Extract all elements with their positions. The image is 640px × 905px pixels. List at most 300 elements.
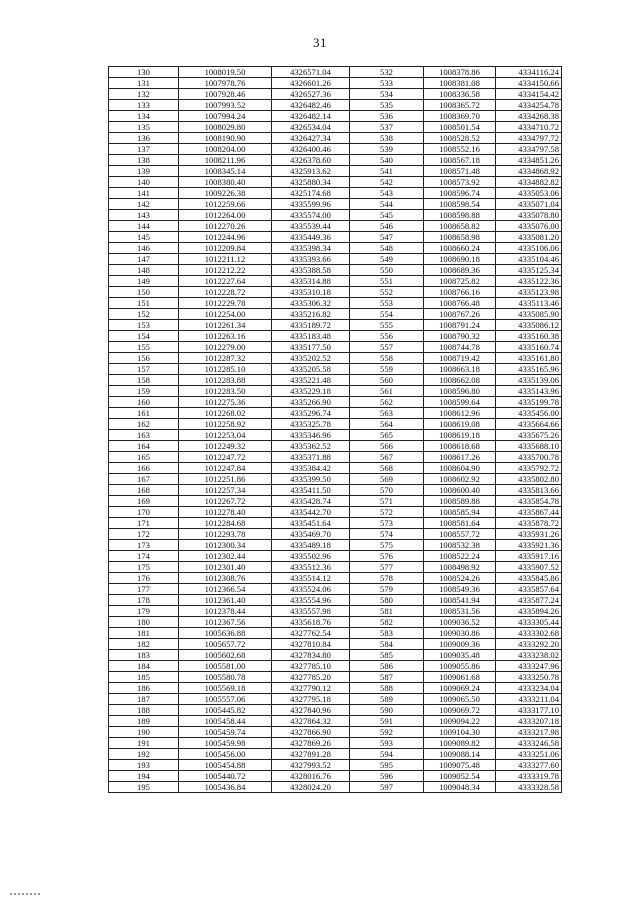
y-coordinate-cell: 4327866.90 (272, 727, 350, 738)
y-coordinate-cell: 4333251.06 (496, 749, 562, 760)
x-coordinate-cell: 1005440.72 (179, 771, 272, 782)
x-coordinate-cell: 1012229.78 (179, 298, 272, 309)
point-id-cell: 546 (350, 221, 424, 232)
x-coordinate-cell: 1008690.18 (424, 254, 496, 265)
y-coordinate-cell: 4335221.48 (272, 375, 350, 386)
point-id-cell: 165 (109, 452, 179, 463)
table-row (109, 122, 562, 133)
table-row (109, 617, 562, 628)
point-id-cell: 192 (109, 749, 179, 760)
point-id-cell: 135 (109, 122, 179, 133)
x-coordinate-cell: 1007993.52 (179, 100, 272, 111)
point-id-cell: 148 (109, 265, 179, 276)
x-coordinate-cell: 1009036.52 (424, 617, 496, 628)
table-row (109, 551, 562, 562)
x-coordinate-cell: 1012261.34 (179, 320, 272, 331)
table-row (109, 353, 562, 364)
x-coordinate-cell: 1008618.68 (424, 441, 496, 452)
x-coordinate-cell: 1012253.04 (179, 430, 272, 441)
point-id-cell: 153 (109, 320, 179, 331)
x-coordinate-cell: 1008531.56 (424, 606, 496, 617)
y-coordinate-cell: 4335161.80 (496, 353, 562, 364)
x-coordinate-cell: 1012211.12 (179, 254, 272, 265)
point-id-cell: 174 (109, 551, 179, 562)
point-id-cell: 552 (350, 287, 424, 298)
y-coordinate-cell: 4335165.96 (496, 364, 562, 375)
x-coordinate-cell: 1012244.96 (179, 232, 272, 243)
point-id-cell: 554 (350, 309, 424, 320)
x-coordinate-cell: 1008345.14 (179, 166, 272, 177)
x-coordinate-cell: 1012251.86 (179, 474, 272, 485)
x-coordinate-cell: 1005454.88 (179, 760, 272, 771)
x-coordinate-cell: 1005581.00 (179, 661, 272, 672)
point-id-cell: 536 (350, 111, 424, 122)
x-coordinate-cell: 1012285.10 (179, 364, 272, 375)
x-coordinate-cell: 1008663.18 (424, 364, 496, 375)
table-row (109, 562, 562, 573)
x-coordinate-cell: 1008744.78 (424, 342, 496, 353)
point-id-cell: 594 (350, 749, 424, 760)
point-id-cell: 142 (109, 199, 179, 210)
y-coordinate-cell: 4335122.36 (496, 276, 562, 287)
point-id-cell: 573 (350, 518, 424, 529)
table-row (109, 298, 562, 309)
point-id-cell: 560 (350, 375, 424, 386)
x-coordinate-cell: 1012267.72 (179, 496, 272, 507)
point-id-cell: 571 (350, 496, 424, 507)
y-coordinate-cell: 4335539.44 (272, 221, 350, 232)
x-coordinate-cell: 1012247.84 (179, 463, 272, 474)
point-id-cell: 157 (109, 364, 179, 375)
y-coordinate-cell: 4335325.78 (272, 419, 350, 430)
x-coordinate-cell: 1012283.88 (179, 375, 272, 386)
point-id-cell: 136 (109, 133, 179, 144)
x-coordinate-cell: 1008378.86 (424, 67, 496, 78)
table-row (109, 331, 562, 342)
y-coordinate-cell: 4333234.04 (496, 683, 562, 694)
point-id-cell: 195 (109, 782, 179, 793)
y-coordinate-cell: 4327785.20 (272, 672, 350, 683)
x-coordinate-cell: 1008662.08 (424, 375, 496, 386)
x-coordinate-cell: 1005456.00 (179, 749, 272, 760)
y-coordinate-cell: 4334150.66 (496, 78, 562, 89)
y-coordinate-cell: 4335371.88 (272, 452, 350, 463)
x-coordinate-cell: 1009088.14 (424, 749, 496, 760)
table-row (109, 100, 562, 111)
y-coordinate-cell: 4327891.28 (272, 749, 350, 760)
point-id-cell: 572 (350, 507, 424, 518)
point-id-cell: 172 (109, 529, 179, 540)
y-coordinate-cell: 4327810.84 (272, 639, 350, 650)
x-coordinate-cell: 1008617.26 (424, 452, 496, 463)
y-coordinate-cell: 4335071.04 (496, 199, 562, 210)
x-coordinate-cell: 1007994.24 (179, 111, 272, 122)
y-coordinate-cell: 4327790.12 (272, 683, 350, 694)
point-id-cell: 586 (350, 661, 424, 672)
x-coordinate-cell: 1009055.86 (424, 661, 496, 672)
y-coordinate-cell: 4333247.96 (496, 661, 562, 672)
point-id-cell: 167 (109, 474, 179, 485)
y-coordinate-cell: 4335554.96 (272, 595, 350, 606)
y-coordinate-cell: 4335053.06 (496, 188, 562, 199)
x-coordinate-cell: 1008204.00 (179, 144, 272, 155)
y-coordinate-cell: 4335557.98 (272, 606, 350, 617)
point-id-cell: 593 (350, 738, 424, 749)
point-id-cell: 154 (109, 331, 179, 342)
table-row (109, 386, 562, 397)
y-coordinate-cell: 4335125.34 (496, 265, 562, 276)
table-row (109, 573, 562, 584)
y-coordinate-cell: 4335574.00 (272, 210, 350, 221)
x-coordinate-cell: 1008336.58 (424, 89, 496, 100)
table-row (109, 749, 562, 760)
point-id-cell: 579 (350, 584, 424, 595)
point-id-cell: 548 (350, 243, 424, 254)
point-id-cell: 533 (350, 78, 424, 89)
x-coordinate-cell: 1009061.68 (424, 672, 496, 683)
x-coordinate-cell: 1012263.16 (179, 331, 272, 342)
y-coordinate-cell: 4334154.42 (496, 89, 562, 100)
point-id-cell: 532 (350, 67, 424, 78)
x-coordinate-cell: 1012278.40 (179, 507, 272, 518)
page-number: 31 (313, 35, 327, 50)
x-coordinate-cell: 1012228.72 (179, 287, 272, 298)
point-id-cell: 558 (350, 353, 424, 364)
y-coordinate-cell: 4335878.72 (496, 518, 562, 529)
table-row (109, 166, 562, 177)
x-coordinate-cell: 1012361.40 (179, 595, 272, 606)
x-coordinate-cell: 1008498.92 (424, 562, 496, 573)
point-id-cell: 585 (350, 650, 424, 661)
x-coordinate-cell: 1008612.96 (424, 408, 496, 419)
point-id-cell: 176 (109, 573, 179, 584)
x-coordinate-cell: 1008725.82 (424, 276, 496, 287)
point-id-cell: 149 (109, 276, 179, 287)
point-id-cell: 160 (109, 397, 179, 408)
table-row (109, 628, 562, 639)
point-id-cell: 171 (109, 518, 179, 529)
x-coordinate-cell: 1009226.38 (179, 188, 272, 199)
y-coordinate-cell: 4326534.04 (272, 122, 350, 133)
coordinate-table (108, 66, 562, 793)
y-coordinate-cell: 4335442.70 (272, 507, 350, 518)
x-coordinate-cell: 1008604.90 (424, 463, 496, 474)
point-id-cell: 535 (350, 100, 424, 111)
point-id-cell: 587 (350, 672, 424, 683)
point-id-cell: 589 (350, 694, 424, 705)
point-id-cell: 173 (109, 540, 179, 551)
point-id-cell: 534 (350, 89, 424, 100)
y-coordinate-cell: 4326482.14 (272, 111, 350, 122)
point-id-cell: 143 (109, 210, 179, 221)
point-id-cell: 597 (350, 782, 424, 793)
table-row (109, 694, 562, 705)
y-coordinate-cell: 4326527.36 (272, 89, 350, 100)
x-coordinate-cell: 1005458.44 (179, 716, 272, 727)
y-coordinate-cell: 4333207.18 (496, 716, 562, 727)
table-row (109, 89, 562, 100)
point-id-cell: 557 (350, 342, 424, 353)
point-id-cell: 134 (109, 111, 179, 122)
x-coordinate-cell: 1012284.68 (179, 518, 272, 529)
y-coordinate-cell: 4334882.82 (496, 177, 562, 188)
x-coordinate-cell: 1008211.96 (179, 155, 272, 166)
y-coordinate-cell: 4335664.66 (496, 419, 562, 430)
table-row (109, 595, 562, 606)
y-coordinate-cell: 4325174.68 (272, 188, 350, 199)
y-coordinate-cell: 4335675.26 (496, 430, 562, 441)
table-row (109, 738, 562, 749)
point-id-cell: 137 (109, 144, 179, 155)
x-coordinate-cell: 1008381.08 (424, 78, 496, 89)
x-coordinate-cell: 1012308.76 (179, 573, 272, 584)
table-row (109, 221, 562, 232)
table-row (109, 133, 562, 144)
table-row (109, 265, 562, 276)
point-id-cell: 131 (109, 78, 179, 89)
x-coordinate-cell: 1012212.22 (179, 265, 272, 276)
point-id-cell: 151 (109, 298, 179, 309)
y-coordinate-cell: 4334116.24 (496, 67, 562, 78)
x-coordinate-cell: 1008660.24 (424, 243, 496, 254)
point-id-cell: 545 (350, 210, 424, 221)
x-coordinate-cell: 1012275.36 (179, 397, 272, 408)
y-coordinate-cell: 4327834.80 (272, 650, 350, 661)
table-row (109, 111, 562, 122)
point-id-cell: 555 (350, 320, 424, 331)
table-row (109, 144, 562, 155)
table-row (109, 78, 562, 89)
y-coordinate-cell: 4335229.18 (272, 386, 350, 397)
y-coordinate-cell: 4335160.38 (496, 331, 562, 342)
point-id-cell: 177 (109, 584, 179, 595)
y-coordinate-cell: 4327840.96 (272, 705, 350, 716)
y-coordinate-cell: 4335199.78 (496, 397, 562, 408)
y-coordinate-cell: 4335076.00 (496, 221, 562, 232)
y-coordinate-cell: 4327785.10 (272, 661, 350, 672)
y-coordinate-cell: 4333250.78 (496, 672, 562, 683)
x-coordinate-cell: 1009075.48 (424, 760, 496, 771)
point-id-cell: 549 (350, 254, 424, 265)
point-id-cell: 592 (350, 727, 424, 738)
y-coordinate-cell: 4335877.24 (496, 595, 562, 606)
point-id-cell: 574 (350, 529, 424, 540)
point-id-cell: 155 (109, 342, 179, 353)
point-id-cell: 539 (350, 144, 424, 155)
x-coordinate-cell: 1009052.54 (424, 771, 496, 782)
table-row (109, 67, 562, 78)
point-id-cell: 563 (350, 408, 424, 419)
point-id-cell: 183 (109, 650, 179, 661)
y-coordinate-cell: 4335106.06 (496, 243, 562, 254)
y-coordinate-cell: 4335393.66 (272, 254, 350, 265)
y-coordinate-cell: 4333246.58 (496, 738, 562, 749)
point-id-cell: 547 (350, 232, 424, 243)
point-id-cell: 170 (109, 507, 179, 518)
point-id-cell: 541 (350, 166, 424, 177)
table-row (109, 254, 562, 265)
y-coordinate-cell: 4335296.74 (272, 408, 350, 419)
y-coordinate-cell: 4335086.12 (496, 320, 562, 331)
x-coordinate-cell: 1005459.98 (179, 738, 272, 749)
point-id-cell: 184 (109, 661, 179, 672)
x-coordinate-cell: 1008602.92 (424, 474, 496, 485)
x-coordinate-cell: 1005602.68 (179, 650, 272, 661)
point-id-cell: 139 (109, 166, 179, 177)
y-coordinate-cell: 4335104.46 (496, 254, 562, 265)
table-row (109, 705, 562, 716)
point-id-cell: 158 (109, 375, 179, 386)
x-coordinate-cell: 1008501.54 (424, 122, 496, 133)
x-coordinate-cell: 1005580.78 (179, 672, 272, 683)
y-coordinate-cell: 4335139.06 (496, 375, 562, 386)
y-coordinate-cell: 4335183.48 (272, 331, 350, 342)
y-coordinate-cell: 4335854.78 (496, 496, 562, 507)
point-id-cell: 562 (350, 397, 424, 408)
point-id-cell: 550 (350, 265, 424, 276)
table-row (109, 727, 562, 738)
x-coordinate-cell: 1012257.34 (179, 485, 272, 496)
x-coordinate-cell: 1008658.82 (424, 221, 496, 232)
y-coordinate-cell: 4335411.50 (272, 485, 350, 496)
table-row (109, 199, 562, 210)
y-coordinate-cell: 4335867.44 (496, 507, 562, 518)
x-coordinate-cell: 1012254.00 (179, 309, 272, 320)
x-coordinate-cell: 1008581.64 (424, 518, 496, 529)
point-id-cell: 161 (109, 408, 179, 419)
x-coordinate-cell: 1005636.88 (179, 628, 272, 639)
point-id-cell: 182 (109, 639, 179, 650)
y-coordinate-cell: 4333302.68 (496, 628, 562, 639)
table-row (109, 276, 562, 287)
point-id-cell: 190 (109, 727, 179, 738)
y-coordinate-cell: 4334797.58 (496, 144, 562, 155)
x-coordinate-cell: 1012366.54 (179, 584, 272, 595)
point-id-cell: 570 (350, 485, 424, 496)
x-coordinate-cell: 1012264.00 (179, 210, 272, 221)
y-coordinate-cell: 4335802.80 (496, 474, 562, 485)
y-coordinate-cell: 4327869.26 (272, 738, 350, 749)
table-row (109, 232, 562, 243)
y-coordinate-cell: 4335123.98 (496, 287, 562, 298)
x-coordinate-cell: 1009048.34 (424, 782, 496, 793)
x-coordinate-cell: 1008369.70 (424, 111, 496, 122)
point-id-cell: 540 (350, 155, 424, 166)
table-row (109, 782, 562, 793)
x-coordinate-cell: 1012259.66 (179, 199, 272, 210)
y-coordinate-cell: 4327795.18 (272, 694, 350, 705)
y-coordinate-cell: 4328016.76 (272, 771, 350, 782)
x-coordinate-cell: 1008598.54 (424, 199, 496, 210)
point-id-cell: 576 (350, 551, 424, 562)
x-coordinate-cell: 1005557.06 (179, 694, 272, 705)
x-coordinate-cell: 1008766.16 (424, 287, 496, 298)
point-id-cell: 133 (109, 100, 179, 111)
point-id-cell: 584 (350, 639, 424, 650)
x-coordinate-cell: 1008190.90 (179, 133, 272, 144)
point-id-cell: 162 (109, 419, 179, 430)
point-id-cell: 566 (350, 441, 424, 452)
x-coordinate-cell: 1008598.88 (424, 210, 496, 221)
table-row (109, 441, 562, 452)
x-coordinate-cell: 1009009.36 (424, 639, 496, 650)
y-coordinate-cell: 4326571.04 (272, 67, 350, 78)
table-row (109, 243, 562, 254)
x-coordinate-cell: 1012378.44 (179, 606, 272, 617)
point-id-cell: 578 (350, 573, 424, 584)
table-row (109, 507, 562, 518)
x-coordinate-cell: 1008600.40 (424, 485, 496, 496)
y-coordinate-cell: 4333292.20 (496, 639, 562, 650)
y-coordinate-cell: 4333328.58 (496, 782, 562, 793)
y-coordinate-cell: 4335894.26 (496, 606, 562, 617)
y-coordinate-cell: 4333277.60 (496, 760, 562, 771)
table-row (109, 210, 562, 221)
x-coordinate-cell: 1008791.24 (424, 320, 496, 331)
y-coordinate-cell: 4335456.00 (496, 408, 562, 419)
x-coordinate-cell: 1008380.40 (179, 177, 272, 188)
x-coordinate-cell: 1007928.46 (179, 89, 272, 100)
y-coordinate-cell: 4335449.36 (272, 232, 350, 243)
y-coordinate-cell: 4335514.12 (272, 573, 350, 584)
x-coordinate-cell: 1008019.50 (179, 67, 272, 78)
point-id-cell: 186 (109, 683, 179, 694)
y-coordinate-cell: 4335512.36 (272, 562, 350, 573)
y-coordinate-cell: 4335384.42 (272, 463, 350, 474)
x-coordinate-cell: 1012283.50 (179, 386, 272, 397)
point-id-cell: 581 (350, 606, 424, 617)
x-coordinate-cell: 1008585.94 (424, 507, 496, 518)
table-row (109, 463, 562, 474)
y-coordinate-cell: 4333305.44 (496, 617, 562, 628)
point-id-cell: 567 (350, 452, 424, 463)
point-id-cell: 575 (350, 540, 424, 551)
table-row (109, 452, 562, 463)
table-row (109, 375, 562, 386)
x-coordinate-cell: 1008790.32 (424, 331, 496, 342)
x-coordinate-cell: 1008532.38 (424, 540, 496, 551)
point-id-cell: 543 (350, 188, 424, 199)
x-coordinate-cell: 1012367.56 (179, 617, 272, 628)
point-id-cell: 132 (109, 89, 179, 100)
x-coordinate-cell: 1008552.16 (424, 144, 496, 155)
y-coordinate-cell: 4335428.74 (272, 496, 350, 507)
y-coordinate-cell: 4327762.54 (272, 628, 350, 639)
point-id-cell: 181 (109, 628, 179, 639)
y-coordinate-cell: 4335388.58 (272, 265, 350, 276)
point-id-cell: 595 (350, 760, 424, 771)
point-id-cell: 166 (109, 463, 179, 474)
x-coordinate-cell: 1012209.84 (179, 243, 272, 254)
y-coordinate-cell: 4335845.86 (496, 573, 562, 584)
y-coordinate-cell: 4335398.34 (272, 243, 350, 254)
x-coordinate-cell: 1008528.52 (424, 133, 496, 144)
y-coordinate-cell: 4335524.06 (272, 584, 350, 595)
x-coordinate-cell: 1008719.42 (424, 353, 496, 364)
y-coordinate-cell: 4334851.26 (496, 155, 562, 166)
point-id-cell: 582 (350, 617, 424, 628)
x-coordinate-cell: 1012287.32 (179, 353, 272, 364)
y-coordinate-cell: 4334254.78 (496, 100, 562, 111)
y-coordinate-cell: 4326378.60 (272, 155, 350, 166)
point-id-cell: 138 (109, 155, 179, 166)
point-id-cell: 191 (109, 738, 179, 749)
x-coordinate-cell: 1012247.72 (179, 452, 272, 463)
table-row (109, 320, 562, 331)
coordinate-table-body (109, 67, 562, 793)
x-coordinate-cell: 1008658.98 (424, 232, 496, 243)
table-row (109, 188, 562, 199)
